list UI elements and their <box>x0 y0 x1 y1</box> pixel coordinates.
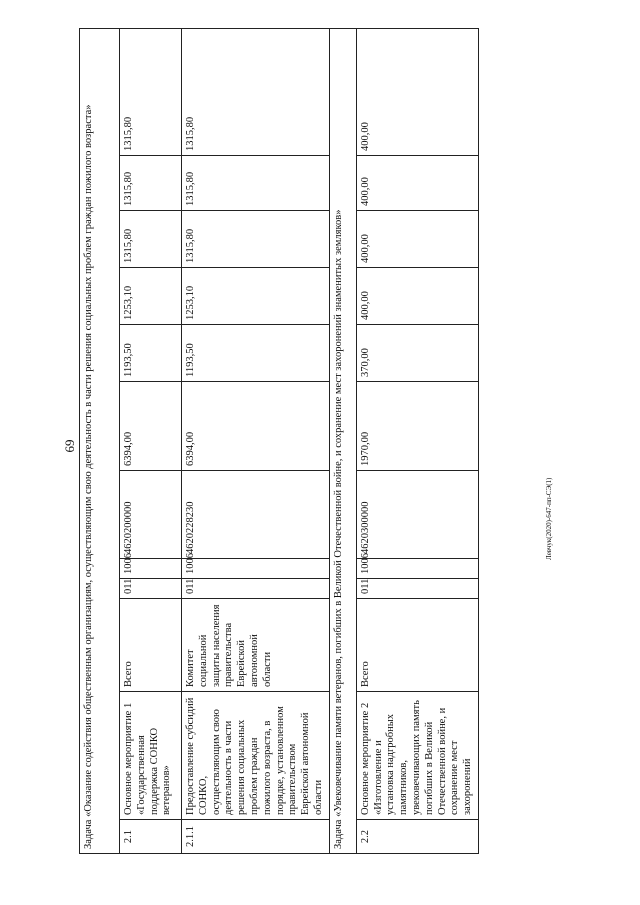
year-amount: 400,00 <box>356 28 478 155</box>
table-row <box>120 28 182 853</box>
year-amount: 400,00 <box>356 156 478 211</box>
page-number: 69 <box>62 439 77 453</box>
year-amount: 1315,80 <box>182 28 330 155</box>
year-amount: 370,00 <box>356 325 478 382</box>
rzpr-code: 1006 <box>182 559 330 579</box>
year-amount: 1193,50 <box>182 325 330 382</box>
task-title: Задача «Оказание содействия общественным организациям, осуществляющим свою деятельность в части решения социальных проблем граждан пожилого возраста» <box>80 28 120 853</box>
task-row <box>329 28 356 853</box>
year-amount: 400,00 <box>356 268 478 325</box>
table-row <box>356 28 478 853</box>
year-amount: 1315,80 <box>182 156 330 211</box>
executor: Всего <box>356 599 478 692</box>
csr-code: 4620300000 <box>356 471 478 559</box>
year-amount: 400,00 <box>356 211 478 268</box>
grbs-code: 011 <box>120 579 182 599</box>
year-amount: 1253,10 <box>120 268 182 325</box>
executor: Всего <box>120 599 182 692</box>
year-amount: 1193,50 <box>120 325 182 382</box>
total-amount: 1970,00 <box>356 382 478 471</box>
year-amount: 1315,80 <box>120 211 182 268</box>
budget-table <box>79 28 479 854</box>
year-amount: 1253,10 <box>182 268 330 325</box>
row-number: 2.1 <box>120 820 182 854</box>
measure-name: Предоставление субсидий СОНКО, осуществляющим свою деятельность в части решения социальных проблем граждан пожилого возраста, в порядке, установленном правительством Еврейской автономной области <box>182 692 330 820</box>
grbs-code: 011 <box>182 579 330 599</box>
year-amount: 1315,80 <box>182 211 330 268</box>
year-amount: 1315,80 <box>120 28 182 155</box>
rzpr-code: 1006 <box>356 559 478 579</box>
csr-code: 4620200000 <box>120 471 182 559</box>
row-number: 2.2 <box>356 820 478 854</box>
total-amount: 6394,00 <box>182 382 330 471</box>
year-amount: 1315,80 <box>120 156 182 211</box>
grbs-code: 011 <box>356 579 478 599</box>
row-number: 2.1.1 <box>182 820 330 854</box>
total-amount: 6394,00 <box>120 382 182 471</box>
task-title: Задача «Увековечивание памяти ветеранов, погибших в Великой Отечественной войне, и сохранение мест захоронений знаменитых земляков» <box>329 28 356 853</box>
task-row <box>80 28 120 853</box>
measure-name: Основное мероприятие 2 «Изготовление и установка надгробных памятников, увековечивающих память погибших в Великой Отечественной войне, и сохранение мест захоронений <box>356 692 478 820</box>
table-row <box>182 28 330 853</box>
csr-code: 4620228230 <box>182 471 330 559</box>
document-code: Левчук(2020)-647-пп-СЭ(1) <box>545 477 553 560</box>
rzpr-code: 1006 <box>120 559 182 579</box>
measure-name: Основное мероприятие 1 «Государственная поддержка СОНКО ветеранов» <box>120 692 182 820</box>
executor: Комитет социальной защиты населения правительства Еврейской автономной области <box>182 599 330 692</box>
budget-table-rotated <box>79 29 474 854</box>
